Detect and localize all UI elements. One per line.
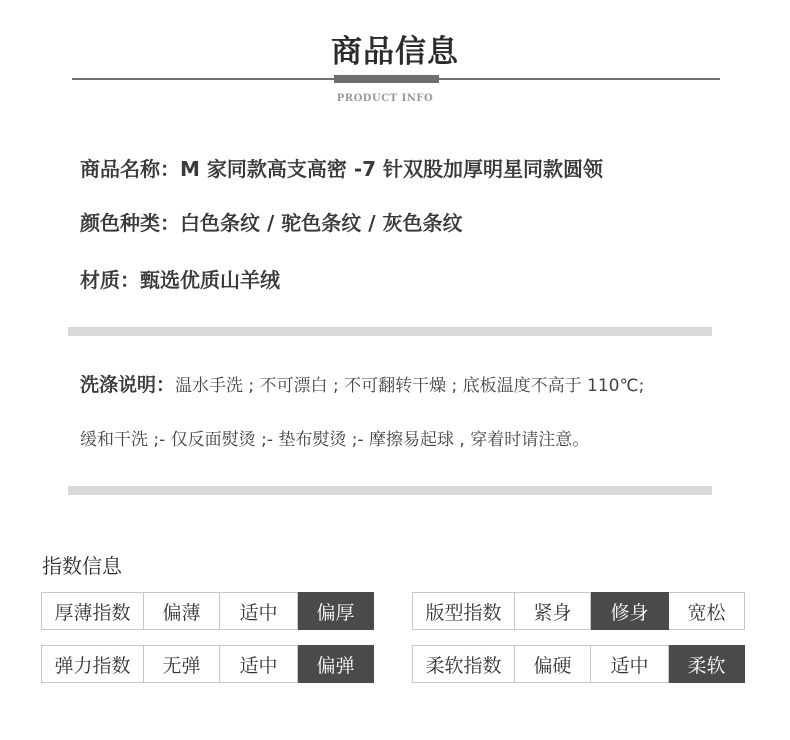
index-table-elasticity [41,645,374,683]
index-option: 宽松 [669,593,745,630]
index-table-softness [412,645,745,683]
table-row [42,593,374,630]
index-table-thickness [41,592,374,630]
wash-instructions-label: 洗涤说明： [80,374,176,396]
index-option: 适中 [591,646,669,683]
index-option: 偏薄 [144,593,220,630]
page-title: 商品信息 [331,34,459,70]
section-divider-top [68,327,712,336]
section-divider-bottom [68,486,712,495]
index-label: 弹力指数 [42,646,144,683]
wash-instructions-text-1: 温水手洗 ; 不可漂白 ; 不可翻转干燥 ; 底板温度不高于 110℃; [175,376,645,396]
product-material-value: 甄选优质山羊绒 [140,268,280,292]
product-material-row [80,264,280,293]
material-label-char-2: 质： [100,268,140,292]
product-color-row [80,207,462,236]
product-material-label [80,268,140,292]
index-option: 偏厚 [298,593,374,630]
index-option: 无弹 [144,646,220,683]
product-color-value: 白色条纹 / 驼色条纹 / 灰色条纹 [180,211,463,235]
product-name-row [80,153,603,182]
page-subtitle: PRODUCT INFO [336,93,434,104]
index-label: 厚薄指数 [42,593,144,630]
product-name-value: M 家同款高支高密 -7 针双股加厚明星同款圆领 [180,157,604,181]
index-label: 柔软指数 [413,646,515,683]
index-option: 紧身 [515,593,591,630]
index-section-title: 指数信息 [42,554,122,578]
table-row [413,593,745,630]
table-row [42,646,374,683]
index-option: 适中 [220,646,298,683]
wash-instructions-line-2: 缓和干洗 ;- 仅反面熨烫 ;- 垫布熨烫 ;- 摩擦易起球 , 穿着时请注意。 [80,430,590,450]
index-option: 偏硬 [515,646,591,683]
table-row [413,646,745,683]
index-label: 版型指数 [413,593,515,630]
index-option: 修身 [591,593,669,630]
title-accent-bar [334,75,439,83]
index-table-fit [412,592,745,630]
product-color-label: 颜色种类： [80,211,180,235]
wash-instructions-line-1 [80,370,644,397]
index-option: 柔软 [669,646,745,683]
index-option: 适中 [220,593,298,630]
product-name-label: 商品名称： [80,157,180,181]
index-option: 偏弹 [298,646,374,683]
material-label-char-1: 材 [80,268,100,292]
